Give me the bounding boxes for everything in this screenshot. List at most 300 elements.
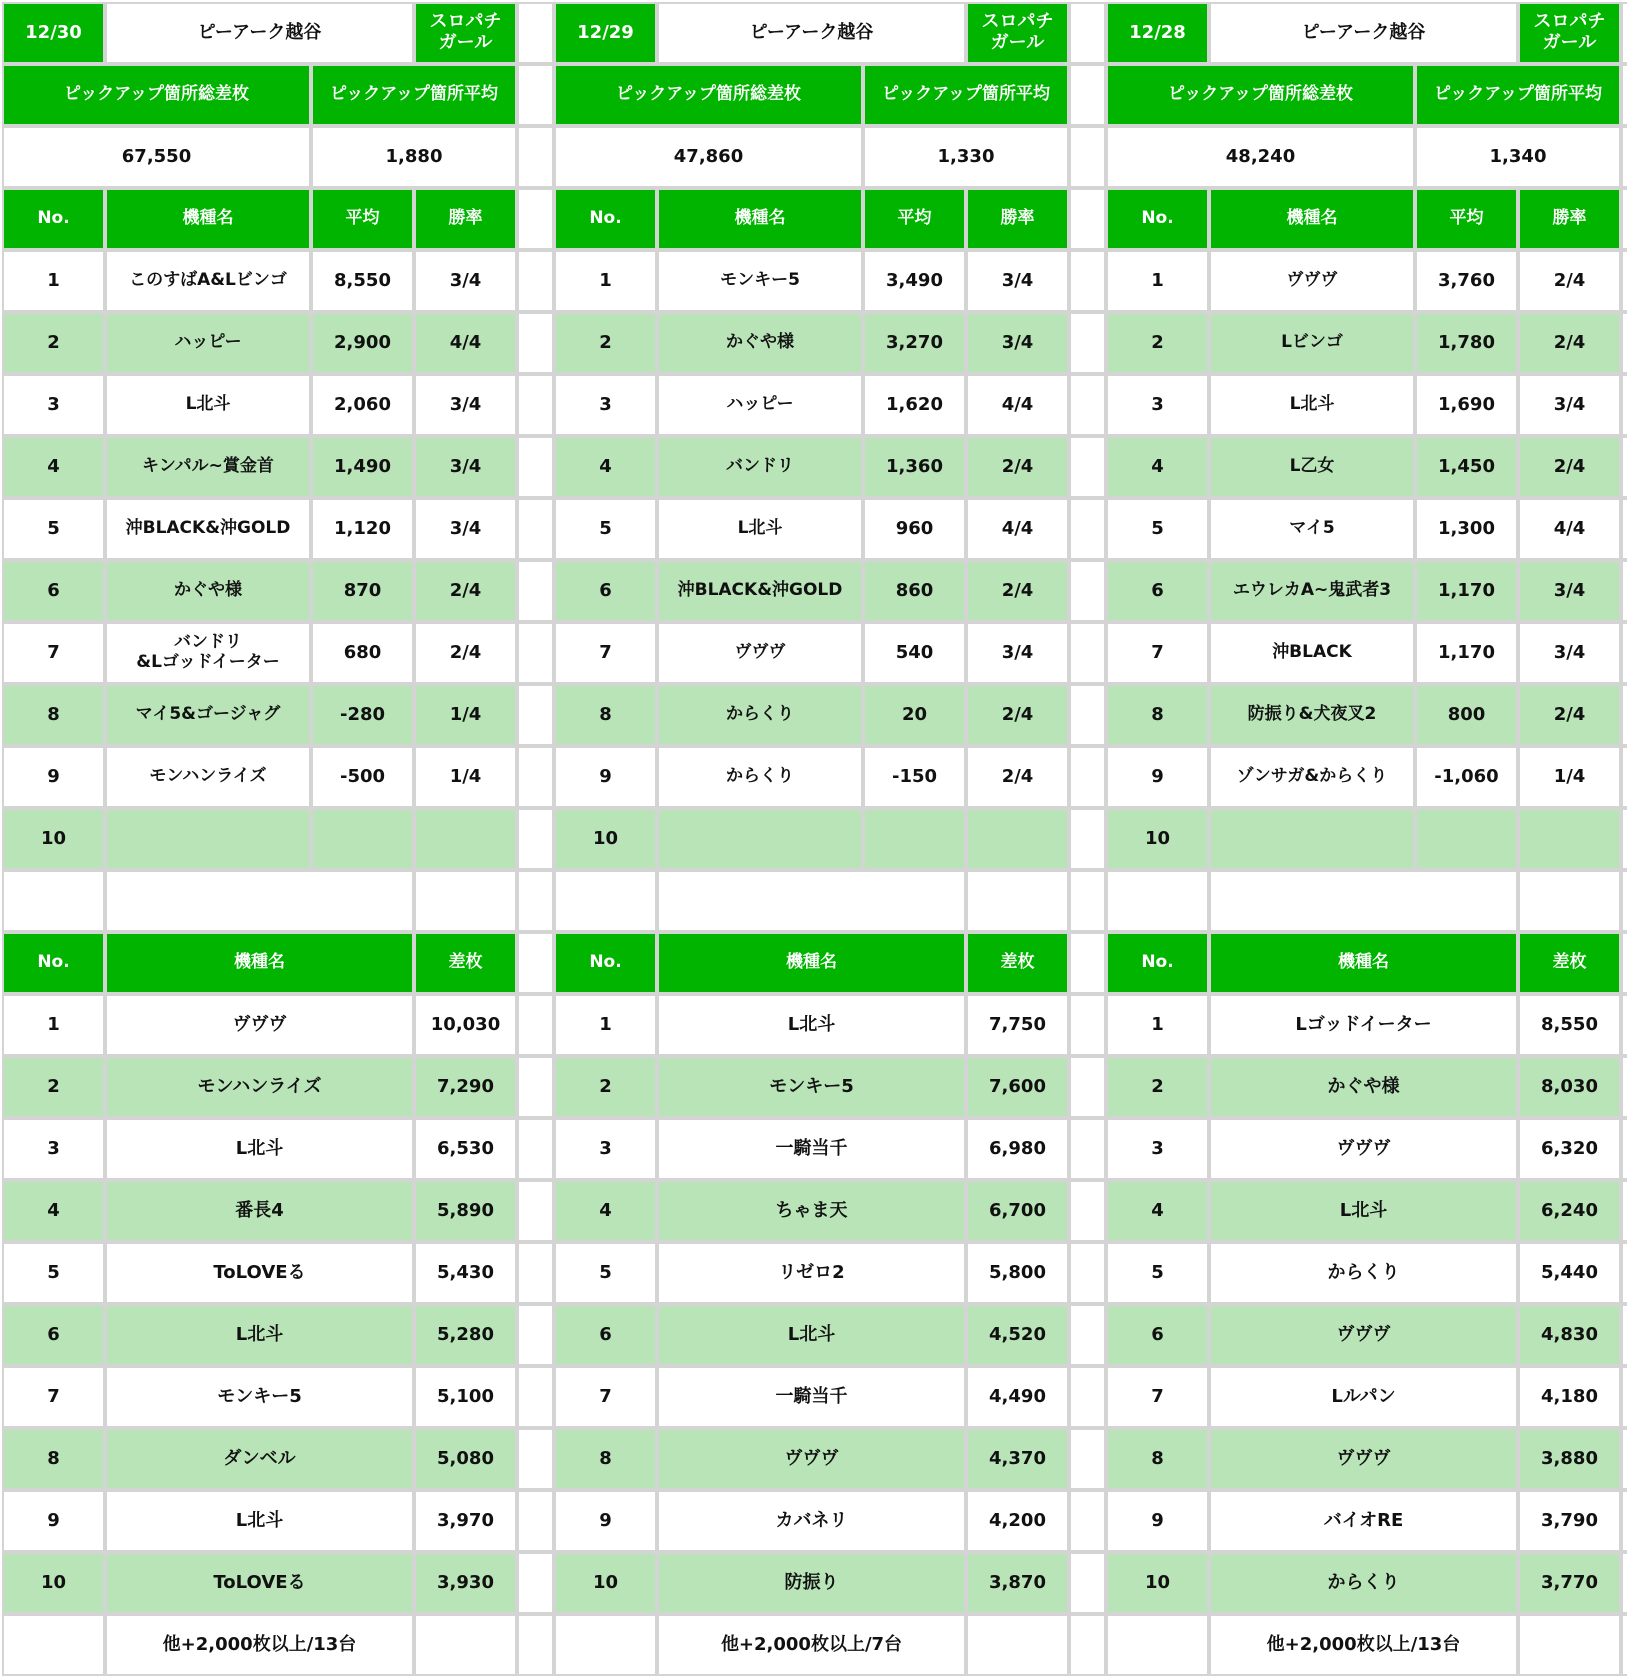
pickup-row-no: 10 bbox=[2, 808, 105, 870]
pickup-row-machine: マイ5&ゴージャグ bbox=[105, 684, 311, 746]
pickup-row-machine: モンハンライズ bbox=[105, 746, 311, 808]
blank-cell bbox=[1106, 870, 1209, 932]
top-row-diff: 5,080 bbox=[414, 1428, 517, 1490]
pickup-row-no: 6 bbox=[554, 560, 657, 622]
spacer bbox=[1069, 374, 1106, 436]
pickup-row-avg: 1,690 bbox=[1415, 374, 1518, 436]
pickup-row-avg: 680 bbox=[311, 622, 414, 684]
top-row-no: 5 bbox=[554, 1242, 657, 1304]
spacer bbox=[1621, 1242, 1627, 1304]
pickup-row-machine: かぐや様 bbox=[105, 560, 311, 622]
footer-note: 他+2,000枚以上/13台 bbox=[1209, 1614, 1518, 1676]
top-row-diff: 7,290 bbox=[414, 1056, 517, 1118]
top-row-no: 9 bbox=[1106, 1490, 1209, 1552]
blank-cell bbox=[414, 870, 517, 932]
top-row-diff: 6,530 bbox=[414, 1118, 517, 1180]
spacer bbox=[1069, 498, 1106, 560]
spacer bbox=[517, 1428, 554, 1490]
col-no-header: No. bbox=[554, 188, 657, 250]
spacer bbox=[1621, 1428, 1627, 1490]
top-col-no-header: No. bbox=[554, 932, 657, 994]
top-row-diff: 6,980 bbox=[966, 1118, 1069, 1180]
top-row-machine: ダンベル bbox=[105, 1428, 414, 1490]
pickup-row-winrate: 4/4 bbox=[966, 374, 1069, 436]
blank-cell bbox=[966, 1614, 1069, 1676]
top-row-machine: ヴヴヴ bbox=[105, 994, 414, 1056]
spacer bbox=[1069, 1428, 1106, 1490]
spacer bbox=[517, 2, 554, 64]
top-row-diff: 5,890 bbox=[414, 1180, 517, 1242]
pickup-row-machine: このすばA&Lビンゴ bbox=[105, 250, 311, 312]
pickup-row-avg: 1,300 bbox=[1415, 498, 1518, 560]
pickup-row-no: 1 bbox=[1106, 250, 1209, 312]
pickup-row-winrate: 2/4 bbox=[1518, 436, 1621, 498]
top-row-machine: カバネリ bbox=[657, 1490, 966, 1552]
top-row-diff: 5,440 bbox=[1518, 1242, 1621, 1304]
spacer bbox=[1621, 1552, 1627, 1614]
top-col-no-header: No. bbox=[1106, 932, 1209, 994]
spacer bbox=[1621, 2, 1627, 64]
pickup-row-no: 8 bbox=[554, 684, 657, 746]
top-row-diff: 4,520 bbox=[966, 1304, 1069, 1366]
spacer bbox=[1069, 1366, 1106, 1428]
pickup-row-winrate: 3/4 bbox=[1518, 374, 1621, 436]
top-row-diff: 5,430 bbox=[414, 1242, 517, 1304]
top-col-diff-header: 差枚 bbox=[966, 932, 1069, 994]
pickup-avg-label: ピックアップ箇所平均 bbox=[311, 64, 517, 126]
top-col-machine-header: 機種名 bbox=[1209, 932, 1518, 994]
spacer bbox=[517, 436, 554, 498]
pickup-row-machine: L北斗 bbox=[1209, 374, 1415, 436]
spacer bbox=[517, 312, 554, 374]
top-row-no: 3 bbox=[1106, 1118, 1209, 1180]
pickup-row-avg: -150 bbox=[863, 746, 966, 808]
pickup-row-winrate: 3/4 bbox=[966, 250, 1069, 312]
pickup-row-avg: 1,780 bbox=[1415, 312, 1518, 374]
pickup-row-avg: 540 bbox=[863, 622, 966, 684]
top-row-no: 2 bbox=[2, 1056, 105, 1118]
top-row-no: 10 bbox=[1106, 1552, 1209, 1614]
pickup-row-avg: 2,900 bbox=[311, 312, 414, 374]
pickup-row-machine: ヴヴヴ bbox=[657, 622, 863, 684]
top-row-no: 10 bbox=[554, 1552, 657, 1614]
top-row-diff: 4,200 bbox=[966, 1490, 1069, 1552]
spacer bbox=[517, 1118, 554, 1180]
date-label: 12/29 bbox=[554, 2, 657, 64]
spacer bbox=[1069, 994, 1106, 1056]
spacer bbox=[1621, 932, 1627, 994]
pickup-row-machine bbox=[1209, 808, 1415, 870]
top-row-diff: 5,280 bbox=[414, 1304, 517, 1366]
spacer bbox=[1069, 560, 1106, 622]
spacer bbox=[1069, 1180, 1106, 1242]
pickup-row-winrate: 3/4 bbox=[966, 312, 1069, 374]
top-row-machine: モンキー5 bbox=[105, 1366, 414, 1428]
blank-cell bbox=[1106, 1614, 1209, 1676]
pickup-row-no: 9 bbox=[2, 746, 105, 808]
top-row-no: 6 bbox=[1106, 1304, 1209, 1366]
top-row-machine: ToLOVEる bbox=[105, 1242, 414, 1304]
pickup-row-no: 7 bbox=[1106, 622, 1209, 684]
pickup-row-machine: ハッピー bbox=[105, 312, 311, 374]
pickup-row-winrate bbox=[1518, 808, 1621, 870]
spacer bbox=[1621, 808, 1627, 870]
pickup-row-avg: 870 bbox=[311, 560, 414, 622]
spacer bbox=[1621, 622, 1627, 684]
top-row-machine: Lルパン bbox=[1209, 1366, 1518, 1428]
pickup-row-winrate: 3/4 bbox=[414, 374, 517, 436]
top-row-diff: 3,930 bbox=[414, 1552, 517, 1614]
pickup-row-avg: 1,450 bbox=[1415, 436, 1518, 498]
col-machine-header: 機種名 bbox=[105, 188, 311, 250]
pickup-row-no: 5 bbox=[2, 498, 105, 560]
pickup-row-avg: -500 bbox=[311, 746, 414, 808]
blank-cell bbox=[1518, 870, 1621, 932]
top-row-machine: リゼロ2 bbox=[657, 1242, 966, 1304]
spacer bbox=[517, 870, 554, 932]
top-row-diff: 3,970 bbox=[414, 1490, 517, 1552]
top-row-machine: からくり bbox=[1209, 1552, 1518, 1614]
spacer bbox=[1069, 932, 1106, 994]
spacer bbox=[517, 932, 554, 994]
pickup-row-machine: ゾンサガ&からくり bbox=[1209, 746, 1415, 808]
pickup-total-label: ピックアップ箇所総差枚 bbox=[2, 64, 311, 126]
top-row-diff: 10,030 bbox=[414, 994, 517, 1056]
spacer bbox=[1621, 1180, 1627, 1242]
spacer bbox=[517, 188, 554, 250]
col-winrate-header: 勝率 bbox=[1518, 188, 1621, 250]
top-row-machine: L北斗 bbox=[1209, 1180, 1518, 1242]
spacer bbox=[1069, 684, 1106, 746]
pickup-row-avg: 1,620 bbox=[863, 374, 966, 436]
top-row-machine: 一騎当千 bbox=[657, 1118, 966, 1180]
pickup-row-winrate bbox=[414, 808, 517, 870]
spacer bbox=[1621, 374, 1627, 436]
top-row-diff: 5,800 bbox=[966, 1242, 1069, 1304]
top-row-machine: ヴヴヴ bbox=[1209, 1304, 1518, 1366]
pickup-row-winrate: 2/4 bbox=[414, 560, 517, 622]
date-label: 12/28 bbox=[1106, 2, 1209, 64]
spacer bbox=[1621, 250, 1627, 312]
top-row-no: 4 bbox=[1106, 1180, 1209, 1242]
pickup-total-value: 47,860 bbox=[554, 126, 863, 188]
footer-note: 他+2,000枚以上/7台 bbox=[657, 1614, 966, 1676]
spacer bbox=[1069, 808, 1106, 870]
col-machine-header: 機種名 bbox=[1209, 188, 1415, 250]
pickup-row-winrate bbox=[966, 808, 1069, 870]
spacer bbox=[1621, 1304, 1627, 1366]
pickup-row-winrate: 2/4 bbox=[966, 684, 1069, 746]
top-row-no: 3 bbox=[554, 1118, 657, 1180]
spacer bbox=[517, 1180, 554, 1242]
top-row-no: 7 bbox=[1106, 1366, 1209, 1428]
spacer bbox=[1621, 746, 1627, 808]
hall-name: ピーアーク越谷 bbox=[1209, 2, 1518, 64]
pickup-row-no: 2 bbox=[1106, 312, 1209, 374]
spacer bbox=[1069, 312, 1106, 374]
pickup-row-no: 4 bbox=[1106, 436, 1209, 498]
top-row-diff: 5,100 bbox=[414, 1366, 517, 1428]
top-row-diff: 8,550 bbox=[1518, 994, 1621, 1056]
spacer bbox=[1621, 188, 1627, 250]
pickup-row-no: 9 bbox=[554, 746, 657, 808]
top-row-machine: からくり bbox=[1209, 1242, 1518, 1304]
col-winrate-header: 勝率 bbox=[966, 188, 1069, 250]
pickup-row-machine: からくり bbox=[657, 684, 863, 746]
top-row-no: 3 bbox=[2, 1118, 105, 1180]
spacer bbox=[1069, 746, 1106, 808]
col-machine-header: 機種名 bbox=[657, 188, 863, 250]
top-row-machine: Lゴッドイーター bbox=[1209, 994, 1518, 1056]
blank-cell bbox=[2, 870, 105, 932]
blank-cell bbox=[105, 870, 414, 932]
spacer bbox=[1069, 1490, 1106, 1552]
col-avg-header: 平均 bbox=[863, 188, 966, 250]
top-row-no: 10 bbox=[2, 1552, 105, 1614]
pickup-row-machine: 沖BLACK&沖GOLD bbox=[657, 560, 863, 622]
pickup-row-machine: バンドリ &Lゴッドイーター bbox=[105, 622, 311, 684]
top-col-machine-header: 機種名 bbox=[105, 932, 414, 994]
spacer bbox=[1069, 1552, 1106, 1614]
blank-cell bbox=[1209, 870, 1518, 932]
pickup-row-winrate: 2/4 bbox=[966, 560, 1069, 622]
source-label: スロパチ ガール bbox=[1518, 2, 1621, 64]
pickup-row-winrate: 3/4 bbox=[966, 622, 1069, 684]
top-row-machine: ヴヴヴ bbox=[1209, 1118, 1518, 1180]
top-row-diff: 7,750 bbox=[966, 994, 1069, 1056]
top-row-diff: 6,700 bbox=[966, 1180, 1069, 1242]
pickup-row-machine: L北斗 bbox=[657, 498, 863, 560]
footer-note: 他+2,000枚以上/13台 bbox=[105, 1614, 414, 1676]
pickup-row-avg: 3,760 bbox=[1415, 250, 1518, 312]
spacer bbox=[1621, 1614, 1627, 1676]
pickup-row-no: 6 bbox=[2, 560, 105, 622]
spacer bbox=[517, 1366, 554, 1428]
source-label: スロパチ ガール bbox=[414, 2, 517, 64]
top-row-machine: 番長4 bbox=[105, 1180, 414, 1242]
spacer bbox=[517, 126, 554, 188]
top-row-machine: モンハンライズ bbox=[105, 1056, 414, 1118]
spacer bbox=[517, 1056, 554, 1118]
pickup-row-avg: 3,270 bbox=[863, 312, 966, 374]
top-row-no: 1 bbox=[1106, 994, 1209, 1056]
pickup-row-no: 3 bbox=[2, 374, 105, 436]
pickup-row-avg: 1,120 bbox=[311, 498, 414, 560]
top-row-no: 9 bbox=[554, 1490, 657, 1552]
pickup-row-avg bbox=[863, 808, 966, 870]
pickup-total-label: ピックアップ箇所総差枚 bbox=[554, 64, 863, 126]
pickup-row-winrate: 2/4 bbox=[966, 436, 1069, 498]
pickup-row-avg: -280 bbox=[311, 684, 414, 746]
pickup-row-avg: 960 bbox=[863, 498, 966, 560]
top-row-no: 8 bbox=[554, 1428, 657, 1490]
pickup-row-no: 4 bbox=[2, 436, 105, 498]
pickup-row-winrate: 3/4 bbox=[414, 436, 517, 498]
pickup-row-avg bbox=[311, 808, 414, 870]
col-no-header: No. bbox=[2, 188, 105, 250]
pickup-avg-value: 1,880 bbox=[311, 126, 517, 188]
spacer bbox=[1621, 1056, 1627, 1118]
blank-cell bbox=[657, 870, 966, 932]
top-row-no: 2 bbox=[554, 1056, 657, 1118]
pickup-row-winrate: 2/4 bbox=[1518, 250, 1621, 312]
pickup-row-winrate: 4/4 bbox=[1518, 498, 1621, 560]
spacer bbox=[1621, 684, 1627, 746]
spacer bbox=[517, 1242, 554, 1304]
top-row-no: 7 bbox=[554, 1366, 657, 1428]
hall-name: ピーアーク越谷 bbox=[105, 2, 414, 64]
pickup-row-machine: 沖BLACK bbox=[1209, 622, 1415, 684]
spacer bbox=[1069, 64, 1106, 126]
top-row-no: 4 bbox=[2, 1180, 105, 1242]
top-row-machine: ToLOVEる bbox=[105, 1552, 414, 1614]
top-row-machine: ちゃま天 bbox=[657, 1180, 966, 1242]
spacer bbox=[517, 250, 554, 312]
pickup-row-winrate: 3/4 bbox=[1518, 622, 1621, 684]
pickup-row-winrate: 1/4 bbox=[414, 746, 517, 808]
spacer bbox=[1621, 1366, 1627, 1428]
spacer bbox=[1621, 126, 1627, 188]
spacer bbox=[517, 1490, 554, 1552]
pickup-row-avg bbox=[1415, 808, 1518, 870]
pickup-row-winrate: 3/4 bbox=[1518, 560, 1621, 622]
blank-cell bbox=[554, 1614, 657, 1676]
pickup-row-winrate: 1/4 bbox=[1518, 746, 1621, 808]
pickup-avg-value: 1,340 bbox=[1415, 126, 1621, 188]
date-label: 12/30 bbox=[2, 2, 105, 64]
report-sheet bbox=[2, 2, 1625, 1673]
pickup-row-no: 8 bbox=[1106, 684, 1209, 746]
pickup-row-no: 2 bbox=[2, 312, 105, 374]
spacer bbox=[1069, 436, 1106, 498]
spacer bbox=[517, 64, 554, 126]
pickup-row-machine: マイ5 bbox=[1209, 498, 1415, 560]
pickup-row-avg: -1,060 bbox=[1415, 746, 1518, 808]
top-row-machine: かぐや様 bbox=[1209, 1056, 1518, 1118]
col-avg-header: 平均 bbox=[311, 188, 414, 250]
pickup-row-winrate: 3/4 bbox=[414, 498, 517, 560]
spacer bbox=[1069, 1056, 1106, 1118]
col-winrate-header: 勝率 bbox=[414, 188, 517, 250]
spacer bbox=[1069, 126, 1106, 188]
top-row-machine: モンキー5 bbox=[657, 1056, 966, 1118]
pickup-row-no: 3 bbox=[1106, 374, 1209, 436]
blank-cell bbox=[2, 1614, 105, 1676]
col-no-header: No. bbox=[1106, 188, 1209, 250]
pickup-row-avg: 1,170 bbox=[1415, 622, 1518, 684]
pickup-row-no: 8 bbox=[2, 684, 105, 746]
pickup-row-machine: エウレカA~鬼武者3 bbox=[1209, 560, 1415, 622]
top-row-machine: L北斗 bbox=[657, 1304, 966, 1366]
pickup-row-machine: 防振り&犬夜叉2 bbox=[1209, 684, 1415, 746]
spacer bbox=[517, 684, 554, 746]
pickup-row-avg: 3,490 bbox=[863, 250, 966, 312]
pickup-row-avg: 2,060 bbox=[311, 374, 414, 436]
spacer bbox=[517, 560, 554, 622]
spacer bbox=[1621, 312, 1627, 374]
pickup-row-winrate: 4/4 bbox=[414, 312, 517, 374]
top-row-diff: 4,490 bbox=[966, 1366, 1069, 1428]
top-row-no: 1 bbox=[2, 994, 105, 1056]
pickup-row-machine: Lビンゴ bbox=[1209, 312, 1415, 374]
pickup-row-no: 3 bbox=[554, 374, 657, 436]
pickup-row-no: 9 bbox=[1106, 746, 1209, 808]
top-row-no: 7 bbox=[2, 1366, 105, 1428]
spacer bbox=[1621, 64, 1627, 126]
pickup-row-machine: かぐや様 bbox=[657, 312, 863, 374]
spacer bbox=[1069, 1118, 1106, 1180]
top-row-no: 1 bbox=[554, 994, 657, 1056]
pickup-row-avg: 1,170 bbox=[1415, 560, 1518, 622]
pickup-total-label: ピックアップ箇所総差枚 bbox=[1106, 64, 1415, 126]
pickup-row-no: 10 bbox=[554, 808, 657, 870]
pickup-row-winrate: 1/4 bbox=[414, 684, 517, 746]
pickup-row-no: 4 bbox=[554, 436, 657, 498]
spacer bbox=[517, 374, 554, 436]
pickup-row-machine bbox=[105, 808, 311, 870]
spacer bbox=[1069, 622, 1106, 684]
pickup-row-winrate: 3/4 bbox=[414, 250, 517, 312]
pickup-row-no: 1 bbox=[2, 250, 105, 312]
top-row-no: 8 bbox=[1106, 1428, 1209, 1490]
pickup-row-machine: ハッピー bbox=[657, 374, 863, 436]
top-row-machine: L北斗 bbox=[105, 1490, 414, 1552]
pickup-row-no: 7 bbox=[554, 622, 657, 684]
pickup-row-machine: バンドリ bbox=[657, 436, 863, 498]
top-row-diff: 7,600 bbox=[966, 1056, 1069, 1118]
top-row-diff: 4,370 bbox=[966, 1428, 1069, 1490]
top-row-machine: L北斗 bbox=[657, 994, 966, 1056]
pickup-row-winrate: 2/4 bbox=[414, 622, 517, 684]
top-row-machine: バイオRE bbox=[1209, 1490, 1518, 1552]
pickup-row-no: 2 bbox=[554, 312, 657, 374]
top-row-diff: 3,880 bbox=[1518, 1428, 1621, 1490]
spacer bbox=[517, 746, 554, 808]
pickup-row-avg: 860 bbox=[863, 560, 966, 622]
pickup-row-machine bbox=[657, 808, 863, 870]
spacer bbox=[1621, 498, 1627, 560]
top-row-no: 6 bbox=[554, 1304, 657, 1366]
pickup-row-machine: 沖BLACK&沖GOLD bbox=[105, 498, 311, 560]
top-row-diff: 8,030 bbox=[1518, 1056, 1621, 1118]
top-row-diff: 6,320 bbox=[1518, 1118, 1621, 1180]
top-row-diff: 3,770 bbox=[1518, 1552, 1621, 1614]
hall-name: ピーアーク越谷 bbox=[657, 2, 966, 64]
pickup-row-no: 5 bbox=[1106, 498, 1209, 560]
pickup-row-machine: キンパル~賞金首 bbox=[105, 436, 311, 498]
spacer bbox=[1069, 1242, 1106, 1304]
pickup-avg-value: 1,330 bbox=[863, 126, 1069, 188]
pickup-row-no: 1 bbox=[554, 250, 657, 312]
pickup-row-no: 6 bbox=[1106, 560, 1209, 622]
spacer bbox=[1621, 870, 1627, 932]
spacer bbox=[517, 808, 554, 870]
pickup-row-machine: L乙女 bbox=[1209, 436, 1415, 498]
spacer bbox=[1621, 436, 1627, 498]
top-row-machine: 防振り bbox=[657, 1552, 966, 1614]
pickup-row-avg: 20 bbox=[863, 684, 966, 746]
top-row-no: 4 bbox=[554, 1180, 657, 1242]
top-col-machine-header: 機種名 bbox=[657, 932, 966, 994]
top-row-no: 2 bbox=[1106, 1056, 1209, 1118]
top-col-no-header: No. bbox=[2, 932, 105, 994]
pickup-row-machine: モンキー5 bbox=[657, 250, 863, 312]
top-row-machine: ヴヴヴ bbox=[1209, 1428, 1518, 1490]
spacer bbox=[517, 622, 554, 684]
blank-cell bbox=[554, 870, 657, 932]
spacer bbox=[1621, 1118, 1627, 1180]
top-row-machine: L北斗 bbox=[105, 1118, 414, 1180]
